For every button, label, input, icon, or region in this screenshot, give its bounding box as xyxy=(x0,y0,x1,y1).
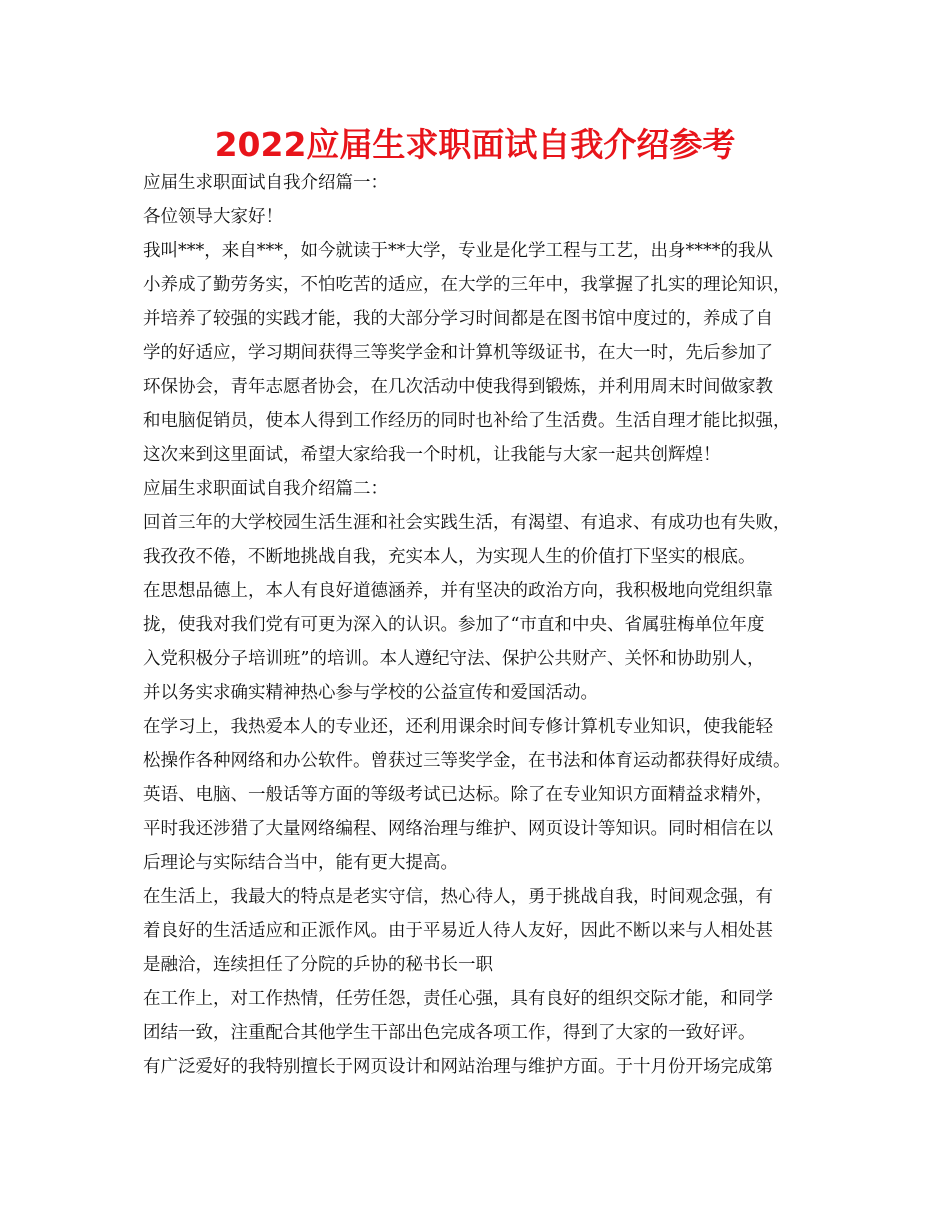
text-line: 平时我还涉猎了大量网络编程、网络治理与维护、网页设计等知识。同时相信在以 xyxy=(143,819,773,839)
text-line: 环保协会，青年志愿者协会，在几次活动中使我得到锻炼，并利用周末时间做家教 xyxy=(143,377,773,397)
document-title: 2022应届生求职面试自我介绍参考 xyxy=(214,125,736,164)
text-line: 英语、电脑、一般话等方面的等级考试已达标。除了在专业知识方面精益求精外， xyxy=(143,785,773,805)
text-line: 团结一致，注重配合其他学生干部出色完成各项工作，得到了大家的一致好评。 xyxy=(143,1023,756,1043)
text-line: 是融洽，连续担任了分院的乒协的秘书长一职 xyxy=(143,955,493,975)
text-line: 在学习上，我热爱本人的专业还，还利用课余时间专修计算机专业知识，使我能轻 xyxy=(143,717,773,737)
text-line: 有广泛爱好的我特别擅长于网页设计和网站治理与维护方面。于十月份开场完成第 xyxy=(143,1057,773,1077)
text-line: 着良好的生活适应和正派作风。由于平易近人待人友好，因此不断以来与人相处甚 xyxy=(143,921,773,941)
text-line: 我叫***，来自***，如今就读于**大学，专业是化学工程与工艺，出身****的我从 xyxy=(143,241,773,261)
text-line: 各位领导大家好！ xyxy=(143,207,283,227)
text-line: 我孜孜不倦，不断地挑战自我，充实本人，为实现人生的价值打下坚实的根底。 xyxy=(143,547,756,567)
text-line: 回首三年的大学校园生活生涯和社会实践生活，有渴望、有追求、有成功也有失败， xyxy=(143,513,791,533)
text-line: 在工作上，对工作热情，任劳任怨，责任心强，具有良好的组织交际才能，和同学 xyxy=(143,989,773,1009)
text-line: 这次来到这里面试，希望大家给我一个时机，让我能与大家一起共创辉煌！ xyxy=(143,445,721,465)
text-line: 后理论与实际结合当中，能有更大提高。 xyxy=(143,853,458,873)
text-line: 在思想品德上，本人有良好道德涵养，并有坚决的政治方向，我积极地向党组织靠 xyxy=(143,581,773,601)
text-line: 并以务实求确实精神热心参与学校的公益宣传和爱国活动。 xyxy=(143,683,598,703)
text-line: 小养成了勤劳务实，不怕吃苦的适应，在大学的三年中，我掌握了扎实的理论知识， xyxy=(143,275,791,295)
text-line: 在生活上，我最大的特点是老实守信，热心待人，勇于挑战自我，时间观念强，有 xyxy=(143,887,773,907)
text-line: 拢，使我对我们党有可更为深入的认识。参加了“市直和中央、省属驻梅单位年度 xyxy=(143,615,765,635)
text-line: 应届生求职面试自我介绍篇一： xyxy=(143,173,388,193)
text-line: 学的好适应，学习期间获得三等奖学金和计算机等级证书，在大一时，先后参加了 xyxy=(143,343,773,363)
document-body xyxy=(143,166,823,1084)
text-line: 入党积极分子培训班”的培训。本人遵纪守法、保护公共财产、关怀和协助别人， xyxy=(143,649,765,669)
text-line: 应届生求职面试自我介绍篇二： xyxy=(143,479,388,499)
text-line: 并培养了较强的实践才能，我的大部分学习时间都是在图书馆中度过的，养成了自 xyxy=(143,309,773,329)
text-line: 松操作各种网络和办公软件。曾获过三等奖学金，在书法和体育运动都获得好成绩。 xyxy=(143,751,791,771)
text-line: 和电脑促销员，使本人得到工作经历的同时也补给了生活费。生活自理才能比拟强， xyxy=(143,411,791,431)
